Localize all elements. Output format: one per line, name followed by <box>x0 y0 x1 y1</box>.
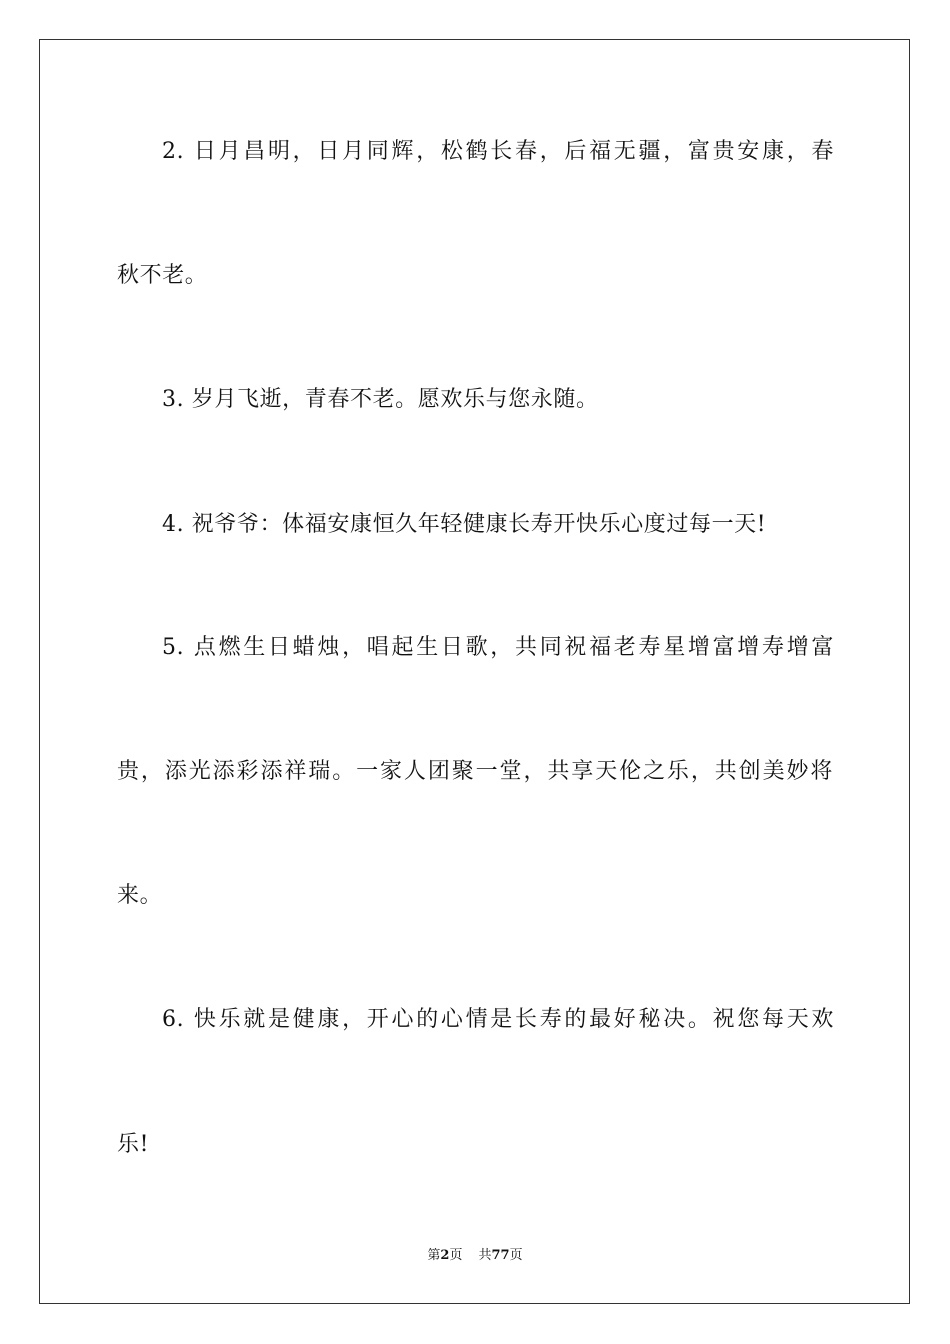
paragraph-5-line-1: 5. 点燃生日蜡烛，唱起生日歌，共同祝福老寿星增富增寿增富 <box>162 635 834 660</box>
footer-page-suffix: 页 <box>449 1248 463 1263</box>
footer-total-pages: 77 <box>491 1248 510 1263</box>
paragraph-5-line-2: 贵，添光添彩添祥瑞。一家人团聚一堂，共享天伦之乐，共创美妙将 <box>117 759 833 784</box>
footer-total-suffix: 页 <box>509 1248 523 1263</box>
paragraph-2-line-1: 2. 日月昌明，日月同辉，松鹤长春，后福无疆，富贵安康，春 <box>162 139 834 164</box>
footer-page-prefix: 第 <box>427 1248 441 1263</box>
page-border <box>39 39 910 1304</box>
paragraph-4-line-1: 4. 祝爷爷：体福安康恒久年轻健康长寿开快乐心度过每一天! <box>162 512 767 537</box>
footer-page-number: 2 <box>440 1248 450 1263</box>
paragraph-2-line-2: 秋不老。 <box>117 263 208 288</box>
paragraph-6-line-1: 6. 快乐就是健康，开心的心情是长寿的最好秘决。祝您每天欢 <box>162 1007 834 1032</box>
paragraph-5-line-3: 来。 <box>117 883 163 908</box>
footer-total-prefix: 共 <box>478 1248 492 1263</box>
paragraph-6-line-2: 乐! <box>117 1132 150 1157</box>
page-footer <box>0 1247 950 1265</box>
paragraph-3-line-1: 3. 岁月飞逝，青春不老。愿欢乐与您永随。 <box>162 387 599 412</box>
